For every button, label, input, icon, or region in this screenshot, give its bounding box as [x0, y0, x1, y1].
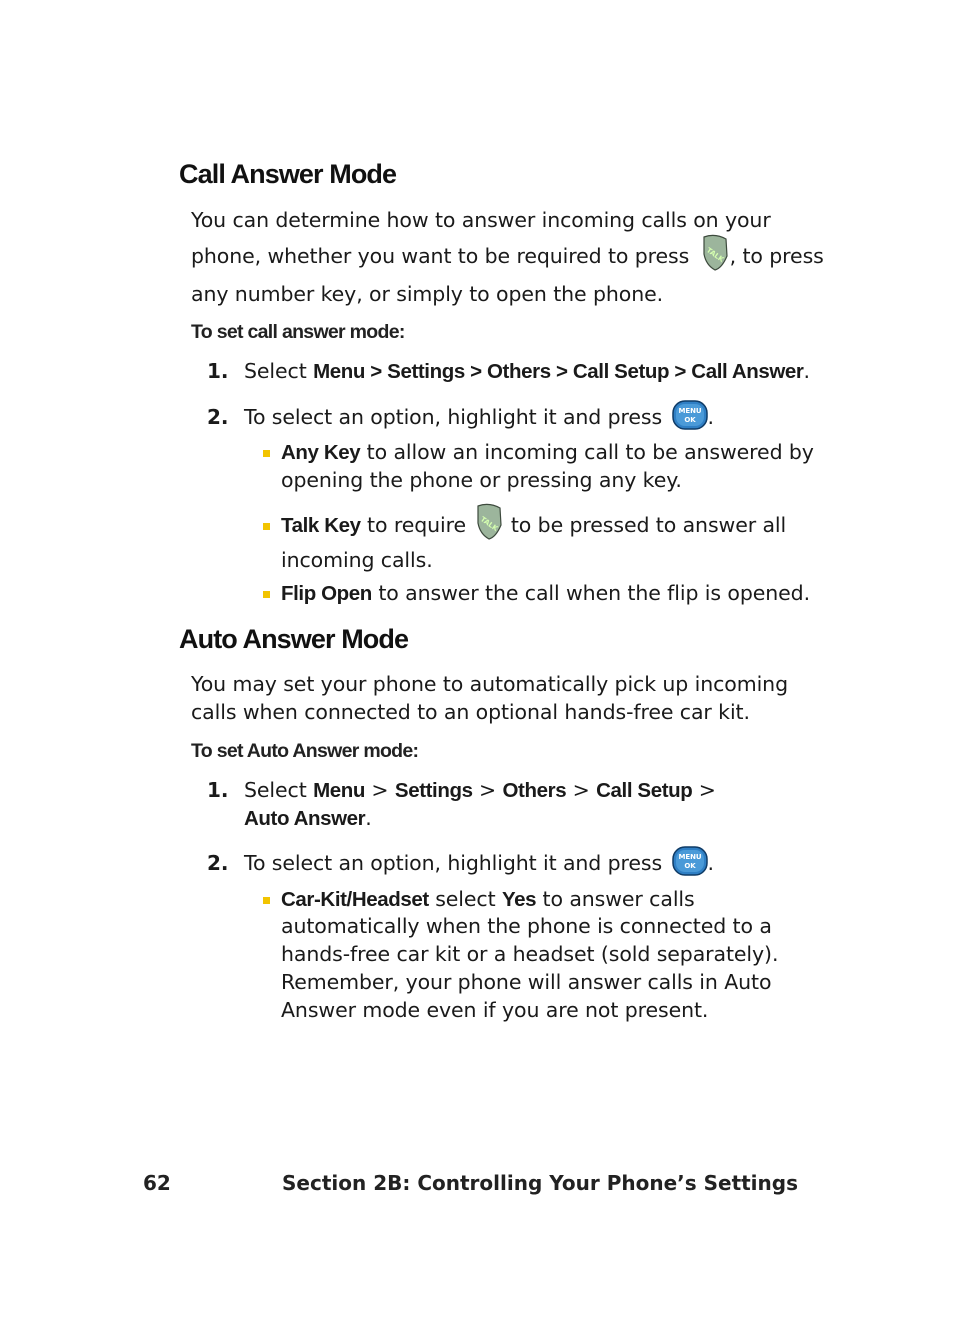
intro-line-2 — [191, 242, 824, 272]
path-settings: Settings — [394, 779, 473, 802]
option-talk-key-desc-a: to require — [360, 513, 467, 537]
path-others: Others — [487, 360, 551, 383]
auto-step-2-number: 2. — [207, 851, 229, 875]
path-sep: > — [464, 360, 488, 383]
option-talk-key-line-1 — [281, 511, 786, 541]
talk-key-icon — [700, 234, 730, 272]
option-car-kit-line-5: Answer mode even if you are not present. — [281, 998, 709, 1022]
auto-intro-line-1: You may set your phone to automatically pick up incoming — [191, 672, 788, 696]
auto-step-1-prefix: Select — [244, 778, 314, 802]
step-1-text — [244, 357, 810, 386]
option-car-kit-line-2: automatically when the phone is connected to a — [281, 914, 772, 938]
auto-step-1-text — [244, 776, 716, 805]
option-car-kit-mid2: to answer calls — [536, 887, 695, 911]
menu-ok-key-icon — [672, 400, 708, 430]
option-car-kit-line-1 — [281, 885, 695, 914]
step-2-label: To select an option, highlight it and press — [244, 405, 663, 429]
auto-step-1-number: 1. — [207, 778, 229, 802]
option-talk-key-desc-b: to be pressed to answer all — [504, 513, 787, 537]
auto-step-1-suffix: . — [365, 806, 372, 830]
svg-text:OK: OK — [683, 416, 696, 424]
auto-step-1-line-2 — [244, 804, 372, 833]
path-call-setup: Call Setup — [596, 779, 693, 802]
step-2-text — [244, 403, 714, 431]
option-talk-key-label: Talk Key — [281, 514, 361, 537]
path-sep: > — [365, 778, 395, 802]
path-sep: > — [669, 360, 692, 383]
option-yes-label: Yes — [501, 888, 537, 911]
svg-text:MENU: MENU — [678, 853, 701, 861]
path-call-setup: Call Setup — [572, 360, 670, 383]
path-sep: > — [550, 360, 573, 383]
path-sep: > — [692, 778, 716, 802]
auto-intro-line-2: calls when connected to an optional hands-free car kit. — [191, 700, 750, 724]
intro-line-3: any number key, or simply to open the phone. — [191, 282, 664, 306]
subheading-set-auto-answer: To set Auto Answer mode: — [191, 740, 419, 762]
auto-step-2-label: To select an option, highlight it and press — [244, 851, 663, 875]
intro-line-2-text-b: , to press — [729, 244, 824, 268]
intro-line-1: You can determine how to answer incoming calls on your — [191, 208, 771, 232]
bullet-marker — [263, 523, 270, 530]
intro-line-2-text-a: phone, whether you want to be required to press — [191, 244, 690, 268]
svg-text:OK: OK — [683, 862, 696, 870]
option-any-key-line-1 — [281, 438, 814, 467]
option-car-kit-label: Car-Kit/Headset — [281, 888, 429, 911]
step-2-suffix: . — [707, 405, 714, 429]
path-sep: > — [566, 778, 597, 802]
path-auto-answer: Auto Answer — [244, 807, 366, 830]
path-sep: > — [365, 360, 388, 383]
svg-text:TALK: TALK — [479, 515, 500, 533]
path-call-answer: Call Answer — [691, 360, 804, 383]
option-any-key-desc: to allow an incoming call to be answered by — [360, 440, 814, 464]
auto-step-2-suffix: . — [707, 851, 714, 875]
talk-key-icon — [474, 503, 504, 541]
footer-section-title: Section 2B: Controlling Your Phone’s Settings — [282, 1171, 798, 1195]
option-flip-open — [281, 579, 810, 608]
step-1-suffix: . — [803, 359, 810, 383]
svg-text:TALK: TALK — [704, 246, 725, 264]
path-menu: Menu — [313, 360, 365, 383]
path-menu: Menu — [313, 779, 365, 802]
subheading-set-call-answer: To set call answer mode: — [191, 321, 405, 343]
step-1-number: 1. — [207, 359, 229, 383]
heading-auto-answer-mode: Auto Answer Mode — [179, 624, 409, 654]
bullet-marker — [263, 897, 270, 904]
menu-ok-key-icon — [672, 846, 708, 876]
option-car-kit-line-3: hands-free car kit or a headset (sold separately). — [281, 942, 779, 966]
path-sep: > — [472, 778, 503, 802]
path-others: Others — [502, 779, 567, 802]
heading-call-answer-mode: Call Answer Mode — [179, 159, 397, 189]
step-1-prefix: Select — [244, 359, 314, 383]
option-flip-open-label: Flip Open — [281, 582, 372, 605]
bullet-marker — [263, 591, 270, 598]
option-flip-open-desc: to answer the call when the flip is opened. — [371, 581, 810, 605]
option-car-kit-mid1: select — [428, 887, 502, 911]
auto-step-2-text — [244, 849, 714, 877]
svg-text:MENU: MENU — [678, 407, 701, 415]
path-settings: Settings — [387, 360, 465, 383]
option-car-kit-line-4: Remember, your phone will answer calls in Auto — [281, 970, 772, 994]
step-2-number: 2. — [207, 405, 229, 429]
option-any-key-label: Any Key — [281, 441, 361, 464]
page-number: 62 — [143, 1171, 171, 1195]
bullet-marker — [263, 450, 270, 457]
option-any-key-line-2: opening the phone or pressing any key. — [281, 468, 682, 492]
option-talk-key-line-2: incoming calls. — [281, 548, 433, 572]
